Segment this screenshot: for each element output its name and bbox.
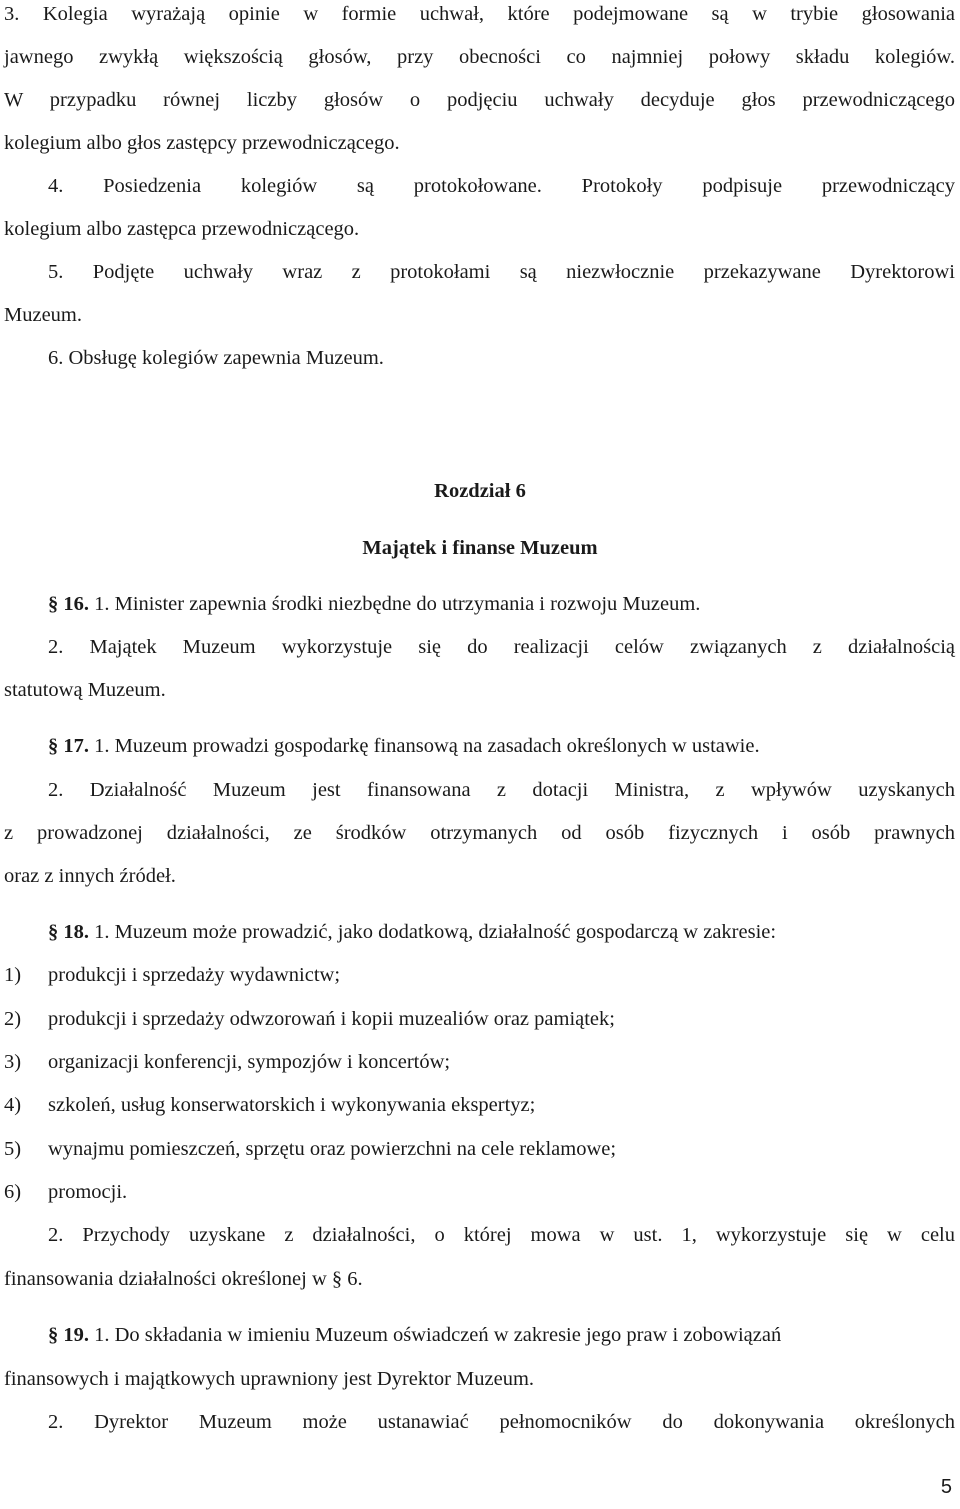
list-item-text: wynajmu pomieszczeń, sprzętu oraz powierzchni na cele reklamowe; xyxy=(48,1138,617,1160)
paragraph-line: 2. Dyrektor Muzeum może ustanawiać pełnomocników do dokonywania określonych xyxy=(48,1411,955,1433)
list-item xyxy=(4,961,955,989)
list-item-number: 5) xyxy=(4,1138,22,1160)
section-18 xyxy=(48,918,955,946)
list-item-text: produkcji i sprzedaży odwzorowań i kopii muzealiów oraz pamiątek; xyxy=(48,1008,615,1030)
paragraph-line: finansowania działalności określonej w § 6. xyxy=(4,1268,363,1290)
list-item-number: 2) xyxy=(4,1008,22,1030)
paragraph-line: Muzeum. xyxy=(4,304,82,326)
paragraph-line: 2. Przychody uzyskane z działalności, o której mowa w ust. 1, wykorzystuje się w celu xyxy=(48,1224,955,1246)
section-text: 1. Muzeum może prowadzić, jako dodatkową, działalność gospodarczą w zakresie: xyxy=(89,921,777,943)
list-item-number: 4) xyxy=(4,1094,22,1116)
paragraph-line: statutową Muzeum. xyxy=(4,679,166,701)
chapter-title: Majątek i finanse Muzeum xyxy=(362,537,598,559)
list-item xyxy=(4,1048,955,1076)
paragraph-line: 3. Kolegia wyrażają opinie w formie uchwał, które podejmowane są w trybie głosowania xyxy=(4,3,955,25)
list-item-number: 3) xyxy=(4,1051,22,1073)
list-item xyxy=(4,1005,955,1033)
paragraph-line: 6. Obsługę kolegiów zapewnia Muzeum. xyxy=(48,347,384,369)
section-text: 1. Minister zapewnia środki niezbędne do utrzymania i rozwoju Muzeum. xyxy=(89,593,701,615)
section-number: 18. xyxy=(63,921,89,943)
paragraph-line: kolegium albo głos zastępcy przewodniczącego. xyxy=(4,132,400,154)
section-text: 1. Muzeum prowadzi gospodarkę finansową na zasadach określonych w ustawie. xyxy=(89,735,760,757)
section-mark: § xyxy=(48,735,59,757)
section-mark: § xyxy=(48,593,59,615)
list-item-number: 6) xyxy=(4,1181,22,1203)
paragraph-line: jawnego zwykłą większością głosów, przy obecności co najmniej połowy składu kolegiów. xyxy=(4,46,955,68)
paragraph-line: oraz z innych źródeł. xyxy=(4,865,176,887)
section-number: 16. xyxy=(63,593,89,615)
chapter-number: Rozdział 6 xyxy=(434,480,526,502)
section-16 xyxy=(48,590,955,618)
paragraph-line: 2. Majątek Muzeum wykorzystuje się do realizacji celów związanych z działalnością xyxy=(48,636,955,658)
list-item xyxy=(4,1135,955,1163)
list-item xyxy=(4,1091,955,1119)
section-17 xyxy=(48,732,955,760)
paragraph-line: 2. Działalność Muzeum jest finansowana z dotacji Ministra, z wpływów uzyskanych xyxy=(48,779,955,801)
paragraph-line: W przypadku równej liczby głosów o podjęciu uchwały decyduje głos przewodniczącego xyxy=(4,89,955,111)
paragraph-line: finansowych i majątkowych uprawniony jest Dyrektor Muzeum. xyxy=(4,1368,535,1390)
paragraph-line: 5. Podjęte uchwały wraz z protokołami są niezwłocznie przekazywane Dyrektorowi xyxy=(48,261,955,283)
list-item-text: szkoleń, usług konserwatorskich i wykonywania ekspertyz; xyxy=(48,1094,536,1116)
list-item-text: produkcji i sprzedaży wydawnictw; xyxy=(48,964,341,986)
list-item-text: organizacji konferencji, sympozjów i koncertów; xyxy=(48,1051,451,1073)
section-mark: § xyxy=(48,921,59,943)
paragraph-line: z prowadzonej działalności, ze środków otrzymanych od osób fizycznych i osób prawnych xyxy=(4,822,955,844)
list-item xyxy=(4,1178,955,1206)
section-19 xyxy=(48,1321,955,1349)
paragraph-line: kolegium albo zastępca przewodniczącego. xyxy=(4,218,360,240)
list-item-number: 1) xyxy=(4,964,22,986)
section-number: 19. xyxy=(63,1324,89,1346)
section-text: 1. Do składania w imieniu Muzeum oświadczeń w zakresie jego praw i zobowiązań xyxy=(89,1324,782,1346)
section-number: 17. xyxy=(63,735,89,757)
list-item-text: promocji. xyxy=(48,1181,128,1203)
page-number: 5 xyxy=(940,1476,952,1498)
paragraph-line: 4. Posiedzenia kolegiów są protokołowane. Protokoły podpisuje przewodniczący xyxy=(48,175,955,197)
section-mark: § xyxy=(48,1324,59,1346)
